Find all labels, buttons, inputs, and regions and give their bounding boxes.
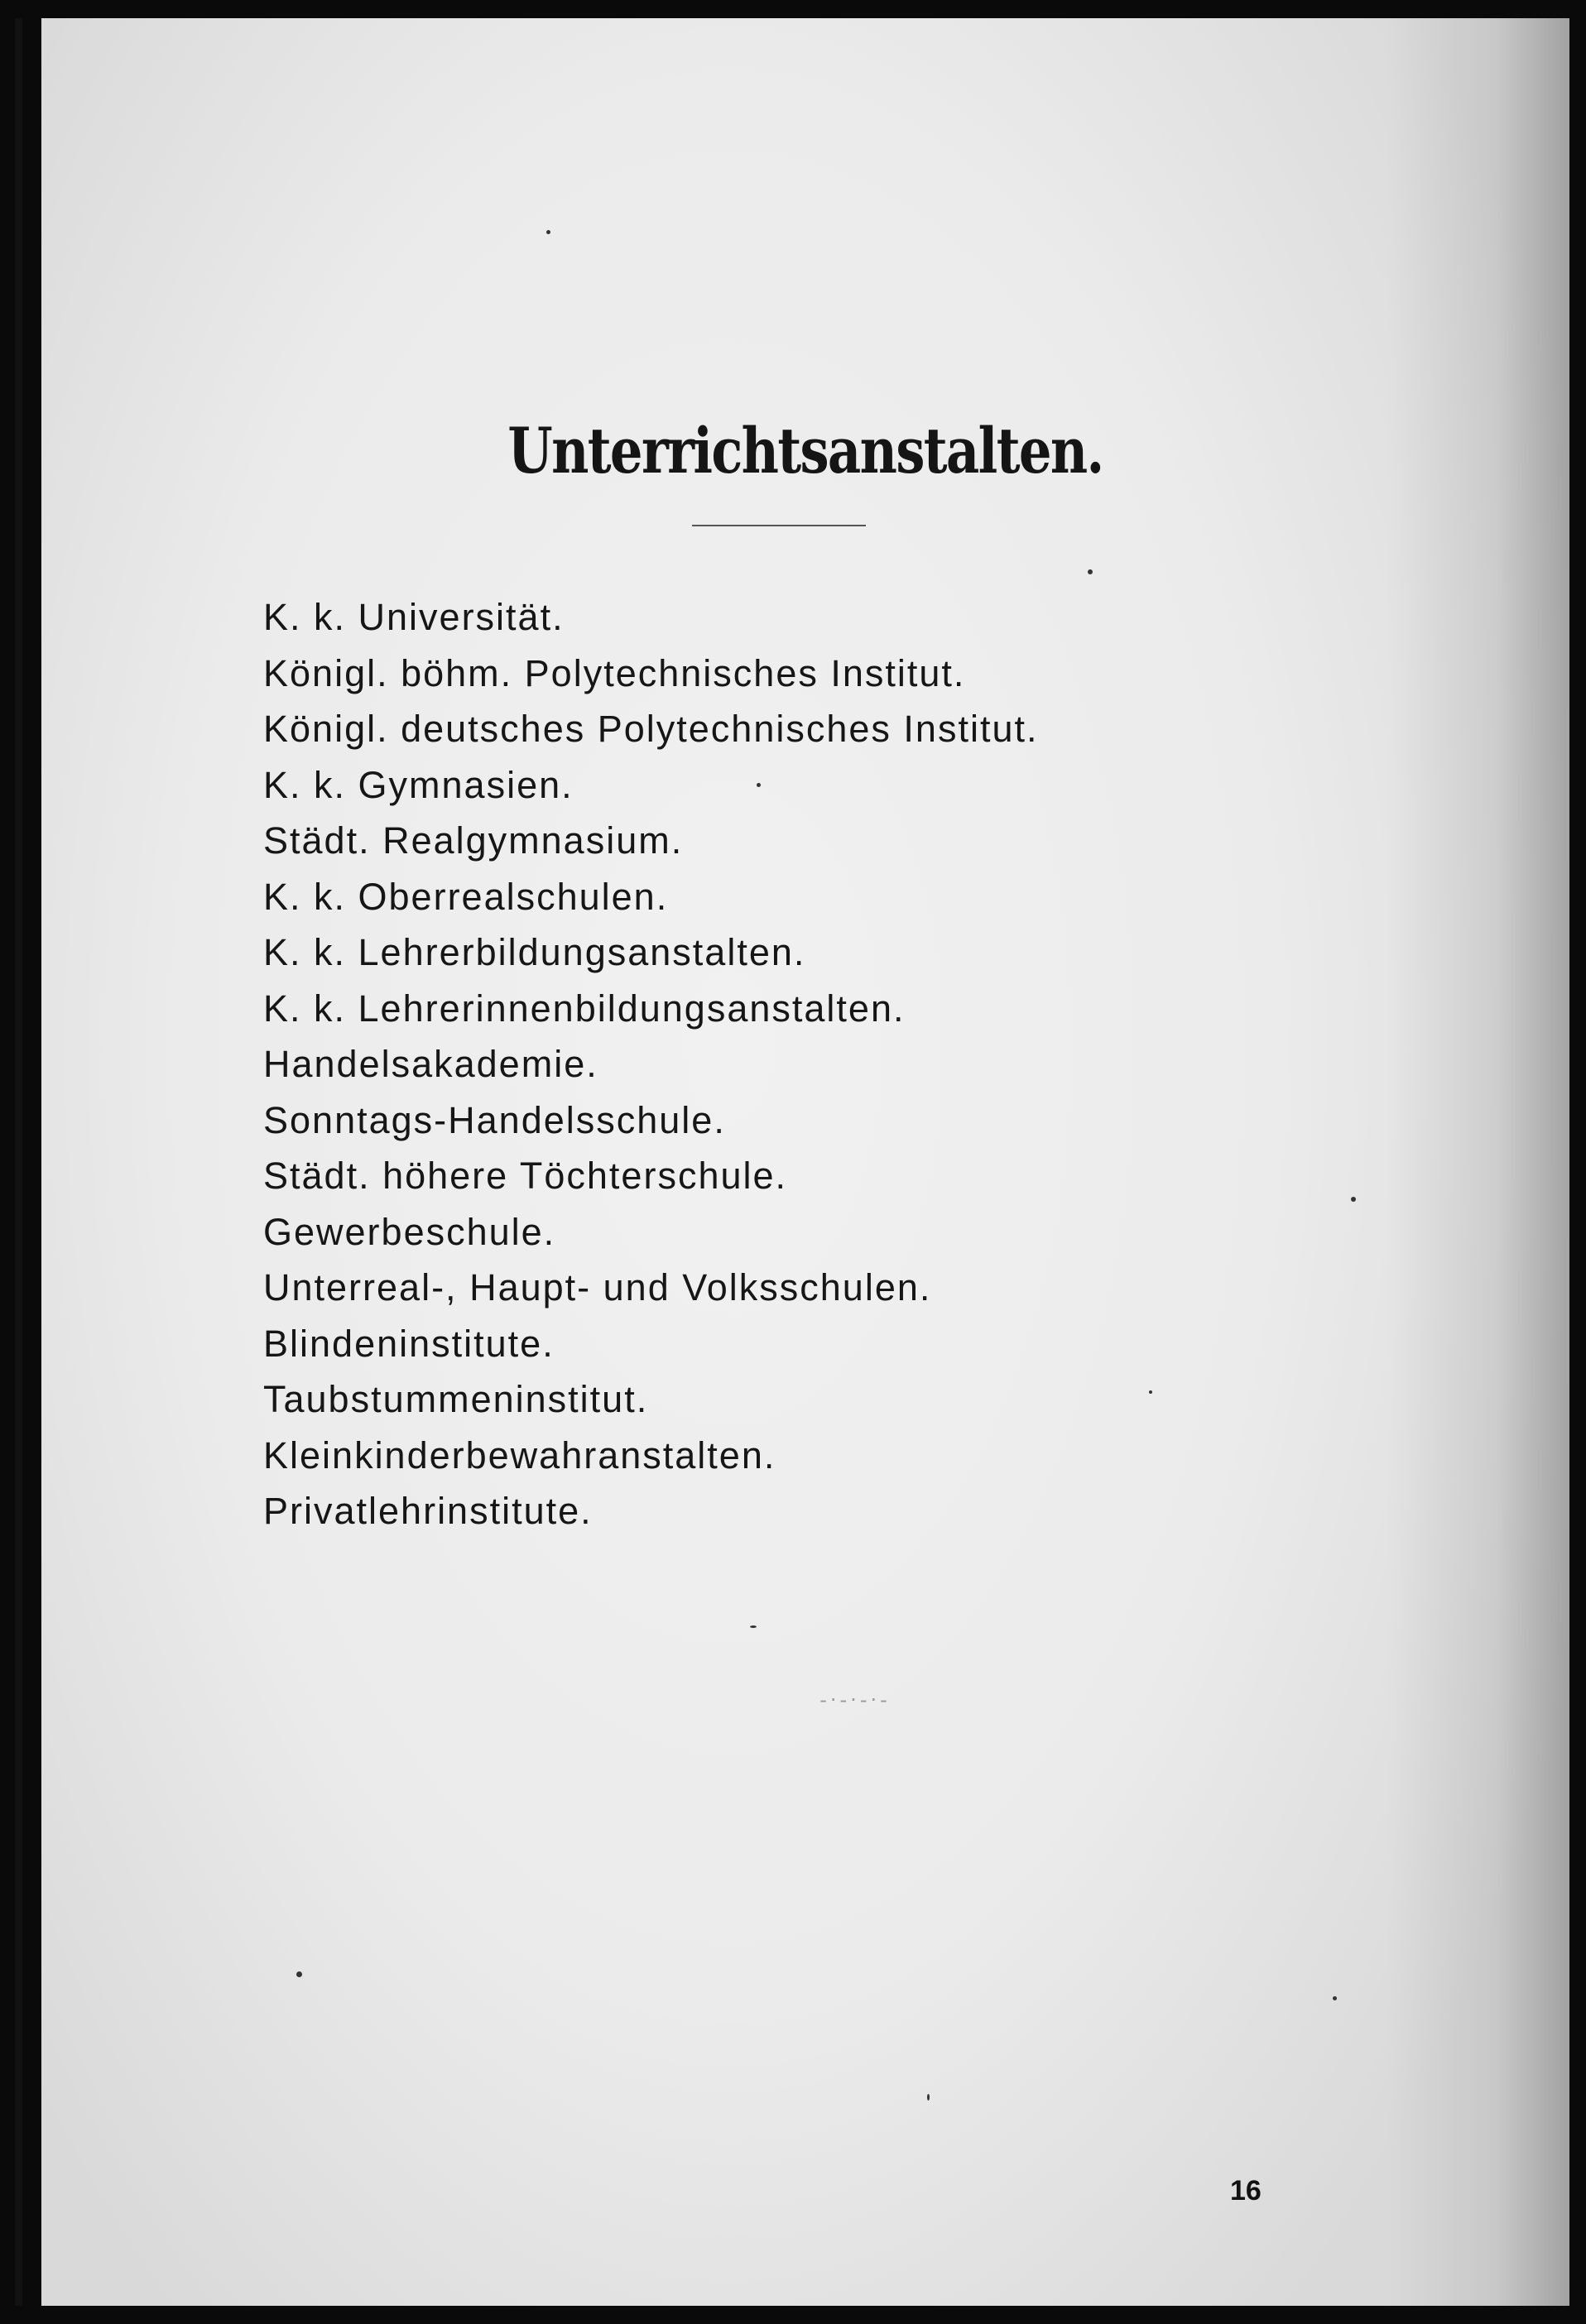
list-item: Privatlehrinstitute.	[263, 1490, 593, 1532]
scan-speck	[296, 1971, 302, 1977]
page-title: Unterrichtsanstalten.	[507, 414, 1103, 487]
document-page	[41, 18, 1569, 2306]
scan-speck	[1351, 1197, 1356, 1202]
list-item: K. k. Lehrerinnenbildungsanstalten.	[263, 987, 906, 1030]
list-item: Städt. Realgymnasium.	[263, 819, 684, 862]
title-divider	[692, 525, 866, 526]
scan-speck	[750, 1625, 757, 1628]
list-item: Städt. höhere Töchterschule.	[263, 1155, 788, 1197]
institution-list	[263, 589, 1038, 1539]
list-item: Blindeninstitute.	[263, 1322, 555, 1365]
scan-speck	[546, 230, 550, 234]
list-item: Kleinkinderbewahranstalten.	[263, 1433, 776, 1477]
scan-speck	[1333, 1996, 1337, 2000]
list-item: Königl. böhm. Polytechnisches Institut.	[263, 651, 966, 694]
list-item: K. k. Universität.	[263, 596, 565, 638]
end-ornament: -·-·-·-	[819, 1688, 891, 1712]
page-number: 16	[1230, 2175, 1262, 2206]
list-item: Sonntags-Handelsschule.	[263, 1098, 726, 1141]
scan-speck	[1149, 1390, 1152, 1394]
list-item: Unterreal-, Haupt- und Volksschulen.	[263, 1266, 932, 1308]
scan-speck	[927, 2094, 930, 2101]
list-item: Gewerbeschule.	[263, 1210, 556, 1253]
list-item: K. k. Lehrerbildungsanstalten.	[263, 931, 806, 973]
list-item: Königl. deutsches Polytechnisches Institut.	[263, 708, 1039, 750]
scan-speck	[757, 783, 761, 787]
list-item: Handelsakademie.	[263, 1043, 598, 1085]
scan-speck	[1088, 569, 1093, 574]
list-item: Taubstummeninstitut.	[263, 1378, 649, 1420]
list-item: K. k. Oberrealschulen.	[263, 875, 669, 918]
left-page-edge-rule	[15, 18, 22, 2306]
list-item: K. k. Gymnasien.	[263, 763, 574, 806]
